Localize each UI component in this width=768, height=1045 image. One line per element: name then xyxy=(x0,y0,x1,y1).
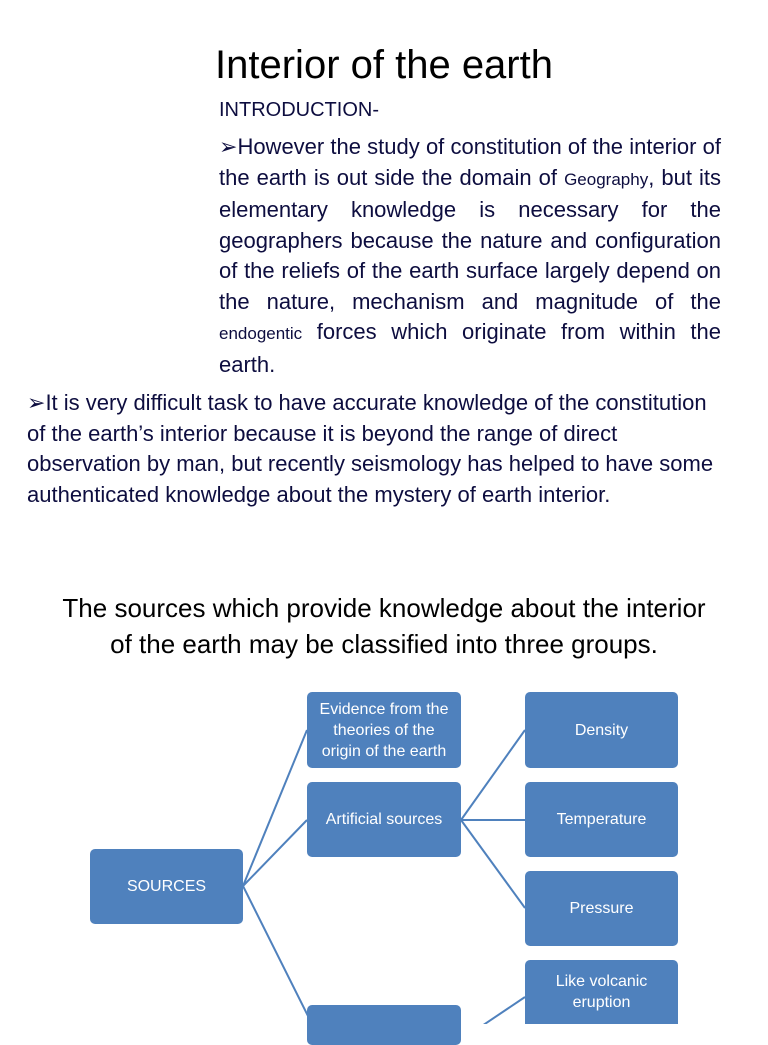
sources-caption: The sources which provide knowledge about the interior of the earth may be classified into three groups. xyxy=(62,593,706,659)
diagram-node-density: Density xyxy=(525,692,678,768)
connector-artificial-density xyxy=(461,730,525,820)
diagram-node-pressure: Pressure xyxy=(525,871,678,946)
para1-text-2: , but its elementary knowledge is necessary for the geographers because the nature and configuration of the reliefs of the earth surface largely depend on the nature, mechanism and magnitude of the xyxy=(219,164,722,314)
intro-heading: INTRODUCTION- xyxy=(219,99,379,121)
connector-root-artificial xyxy=(243,820,307,886)
diagram-node-volcanic-eruption: Like volcanic eruption xyxy=(525,960,678,1024)
connector-root-evidence xyxy=(243,730,307,886)
page-title: Interior of the earth xyxy=(215,43,553,87)
para2-text: It is very difficult task to have accurate knowledge of the constitution of the earth’s interior because it is beyond the range of direct observation by man, but recently seismology has helped to have some authenticated knowledge about the mystery of earth interior. xyxy=(27,390,714,507)
bullet-arrow-icon: ➢ xyxy=(219,134,238,159)
para1-text-1: However the study of constitution of the interior of the earth is out side the domain of xyxy=(219,134,721,190)
diagram-node-natural-sources xyxy=(307,1005,461,1045)
difficulty-paragraph xyxy=(27,388,727,510)
para1-text-3: forces which originate from within the earth. xyxy=(219,319,721,377)
diagram-node-temperature: Temperature xyxy=(525,782,678,857)
diagram-node-sources: SOURCES xyxy=(90,849,243,924)
para1-term-geography: Geography xyxy=(564,169,649,189)
para1-term-endogentic: endogentic xyxy=(219,324,303,343)
connector-artificial-pressure xyxy=(461,820,525,908)
bullet-arrow-icon: ➢ xyxy=(27,390,46,415)
diagram-node-evidence: Evidence from the theories of the origin of the earth xyxy=(307,692,461,768)
connector-third-volcanic xyxy=(461,997,525,1024)
connector-root-third xyxy=(243,886,312,1024)
diagram-node-artificial-sources: Artificial sources xyxy=(307,782,461,857)
intro-paragraph xyxy=(219,132,721,380)
